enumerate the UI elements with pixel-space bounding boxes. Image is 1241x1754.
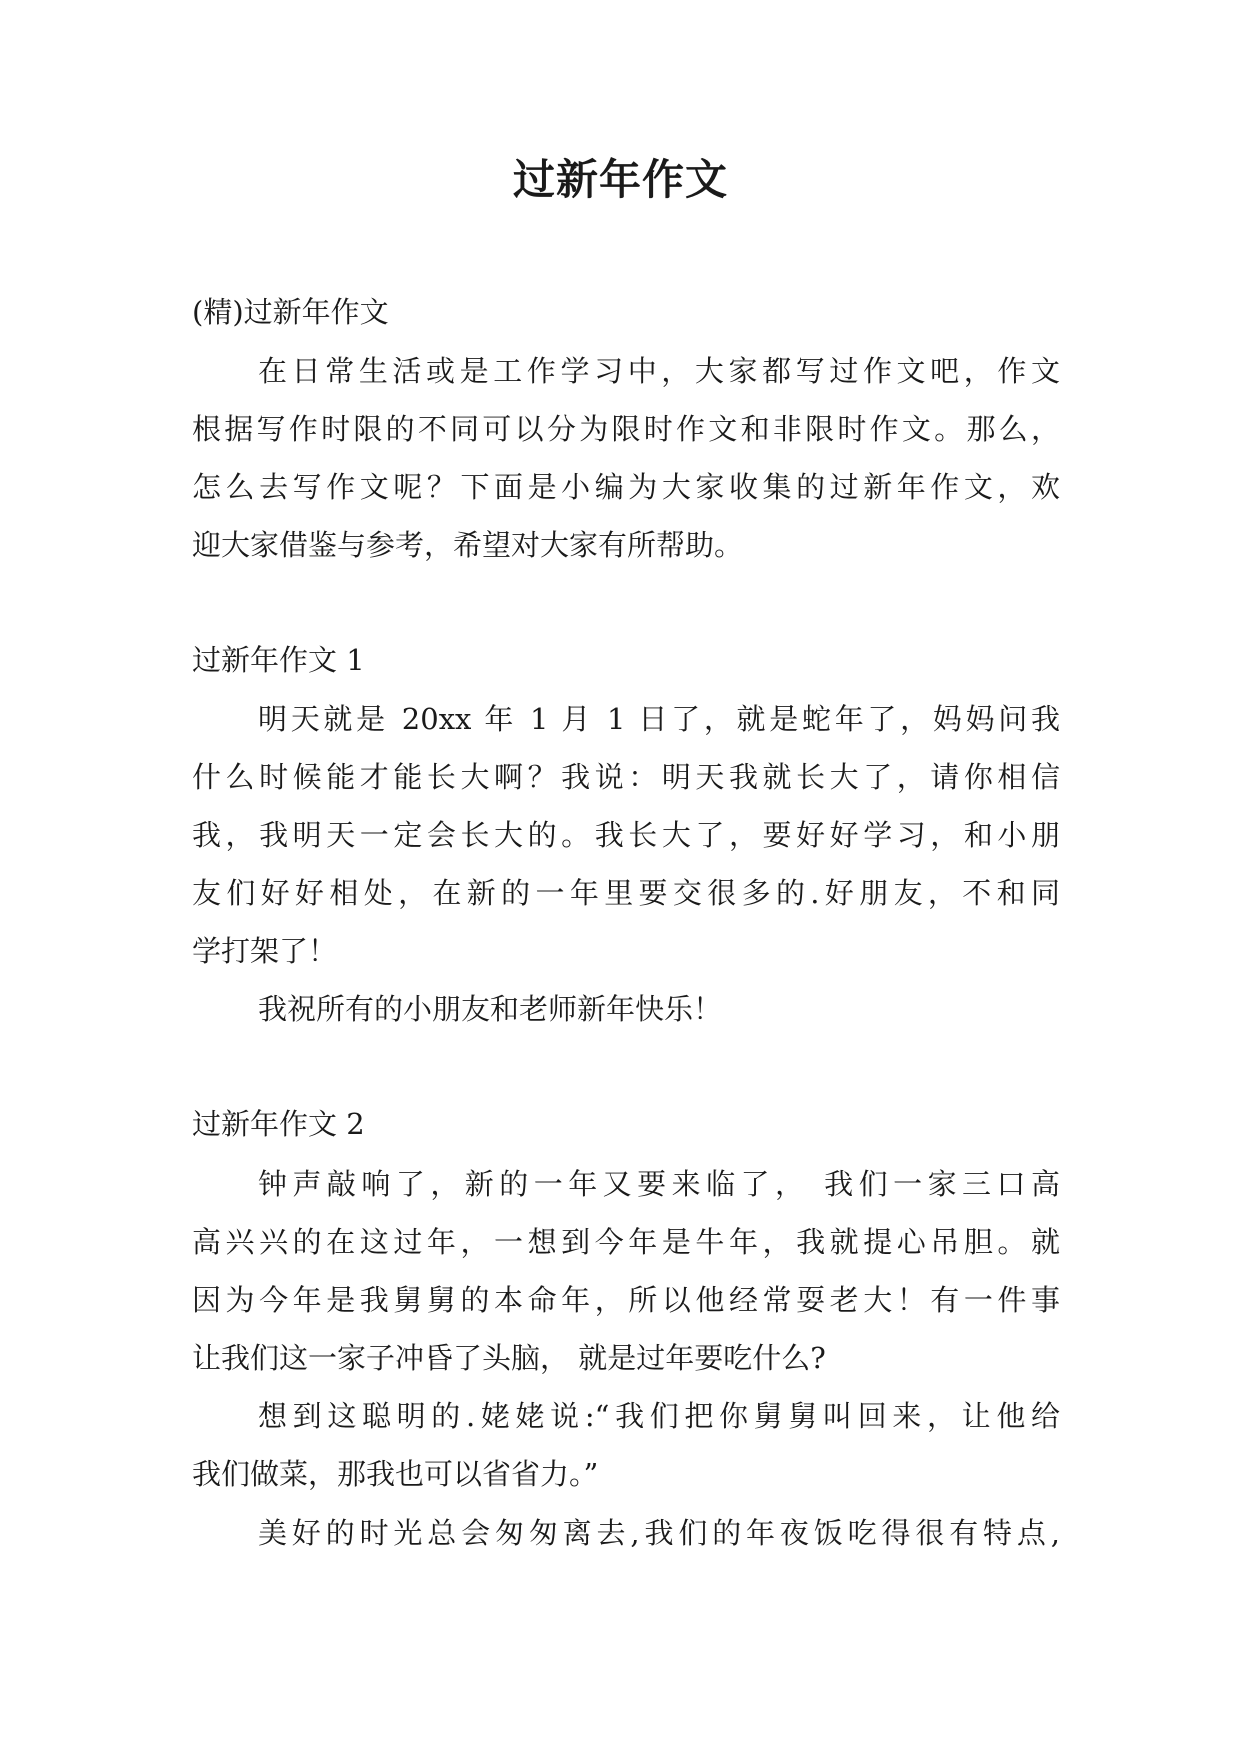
essay2-line: 美好的时光总会匆匆离去,我们的年夜饭吃得很有特点, (258, 1516, 1060, 1550)
subtitle: (精)过新年作文 (192, 295, 389, 329)
essay1-line: 我祝所有的小朋友和老师新年快乐！ (258, 992, 723, 1026)
essay2-line: 想到这聪明的.姥姥说:“我们把你舅舅叫回来，让他给 (258, 1399, 1060, 1433)
essay1-line: 我，我明天一定会长大的。我长大了，要好好学习，和小朋 (192, 818, 1060, 852)
essay2-line: 因为今年是我舅舅的本命年，所以他经常耍老大！有一件事 (192, 1283, 1060, 1317)
page-title: 过新年作文 (512, 155, 728, 204)
intro-line: 迎大家借鉴与参考，希望对大家有所帮助。 (192, 528, 744, 562)
essay1-line: 什么时候能才能长大啊？我说：明天我就长大了，请你相信 (192, 760, 1060, 794)
essay2-line: 我们做菜，那我也可以省省力。” (192, 1457, 599, 1491)
essay1-heading: 过新年作文 1 (192, 643, 365, 677)
intro-line: 在日常生活或是工作学习中，大家都写过作文吧，作文 (258, 354, 1060, 388)
essay2-line: 让我们这一家子冲昏了头脑， 就是过年要吃什么? (192, 1341, 826, 1375)
essay2-heading: 过新年作文 2 (192, 1107, 365, 1141)
intro-line: 怎么去写作文呢？下面是小编为大家收集的过新年作文，欢 (192, 470, 1060, 504)
intro-line: 根据写作时限的不同可以分为限时作文和非限时作文。那么， (192, 412, 1060, 446)
essay1-line: 友们好好相处，在新的一年里要交很多的.好朋友，不和同 (192, 876, 1060, 910)
essay2-line: 钟声敲响了，新的一年又要来临了， 我们一家三口高 (258, 1167, 1060, 1201)
essay1-line: 学打架了！ (192, 934, 338, 968)
essay1-line: 明天就是 20xx 年 1 月 1 日了，就是蛇年了，妈妈问我 (258, 702, 1060, 736)
essay2-line: 高兴兴的在这过年，一想到今年是牛年，我就提心吊胆。就 (192, 1225, 1060, 1259)
